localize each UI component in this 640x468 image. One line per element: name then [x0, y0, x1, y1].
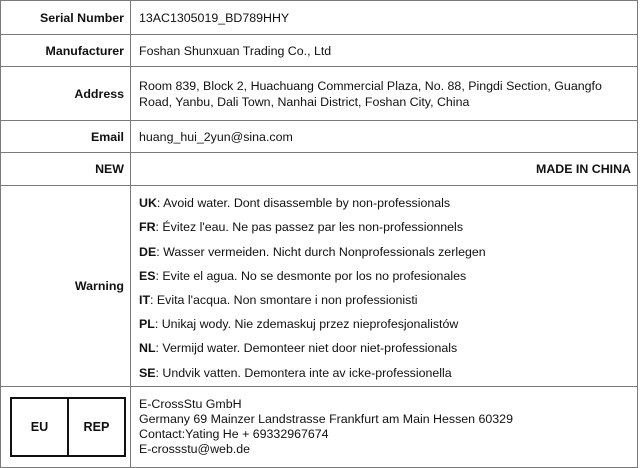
warning-item-pl [139, 312, 631, 336]
warning-code: SE [139, 365, 156, 380]
warning-code: UK [139, 196, 157, 211]
warning-row [1, 186, 638, 387]
manufacturer-value: Foshan Shunxuan Trading Co., Ltd [131, 35, 638, 67]
eu-rep-symbol [10, 397, 126, 457]
new-label: NEW [1, 153, 131, 186]
warning-code: PL [139, 317, 155, 332]
eu-rep-rep-text: REP [67, 399, 124, 455]
warning-item-it [139, 288, 631, 312]
warning-text: : Avoid water. Dont disassemble by non-professionals [156, 196, 451, 211]
warning-code: FR [139, 220, 156, 235]
eu-rep-email: E-crossstu@web.de [139, 442, 251, 456]
email-value: huang_hui_2yun@sina.com [131, 121, 638, 153]
warning-code: DE [139, 244, 157, 259]
address-line-2: Road, Yanbu, Dali Town, Nanhai District, Foshan City, China [139, 94, 470, 109]
warning-text: : Évitez l'eau. Ne pas passez par les non-professionnels [155, 220, 464, 235]
made-in-china-text: MADE IN CHINA [131, 153, 638, 186]
warning-text: : Evita l'acqua. Non smontare i non professionisti [150, 293, 418, 307]
address-row [1, 67, 638, 121]
eu-rep-symbol-cell [1, 387, 131, 468]
warning-item-nl [139, 336, 631, 360]
warning-item-se [139, 361, 631, 385]
eu-rep-details [131, 387, 638, 468]
email-row [1, 121, 638, 153]
warning-text: : Undvik vatten. Demontera inte av icke-professionella [155, 365, 452, 380]
serial-number-value: 13AC1305019_BD789HHY [131, 1, 638, 35]
eu-rep-contact: Contact:Yating He + 69332967674 [139, 427, 329, 441]
manufacturer-row [1, 35, 638, 67]
new-row [1, 153, 638, 186]
warning-text: : Vermijd water. Demonteer niet door niet-professionals [155, 341, 458, 356]
warning-item-uk [139, 191, 631, 215]
warning-text: : Wasser vermeiden. Nicht durch Nonprofessionals zerlegen [156, 244, 486, 259]
eu-rep-eu-text: EU [30, 420, 49, 434]
warning-code: IT [139, 293, 151, 307]
warning-list-cell [131, 186, 638, 387]
serial-number-row [1, 1, 638, 35]
warning-text: : Unikaj wody. Nie zdemaskuj przez nieprofesjonalistów [154, 317, 459, 332]
warning-code: NL [139, 341, 156, 356]
eu-rep-row [1, 387, 638, 468]
warning-list [139, 187, 631, 385]
serial-number-label: Serial Number [1, 1, 131, 35]
warning-label: Warning [1, 186, 131, 387]
manufacturer-label: Manufacturer [1, 35, 131, 67]
warning-item-fr [139, 215, 631, 239]
email-label: Email [1, 121, 131, 153]
address-label: Address [1, 67, 131, 121]
warning-text: : Evite el agua. No se desmonte por los no profesionales [155, 268, 467, 283]
address-value [131, 67, 638, 121]
warning-item-de [139, 240, 631, 264]
address-line-1: Room 839, Block 2, Huachuang Commercial Plaza, No. 88, Pingdi Section, Guangfo [139, 78, 602, 93]
warning-code: ES [139, 268, 156, 283]
eu-rep-address: Germany 69 Mainzer Landstrasse Frankfurt am Main Hessen 60329 [139, 412, 513, 426]
warning-item-es [139, 264, 631, 288]
eu-rep-company: E-CrossStu GmbH [139, 397, 242, 411]
